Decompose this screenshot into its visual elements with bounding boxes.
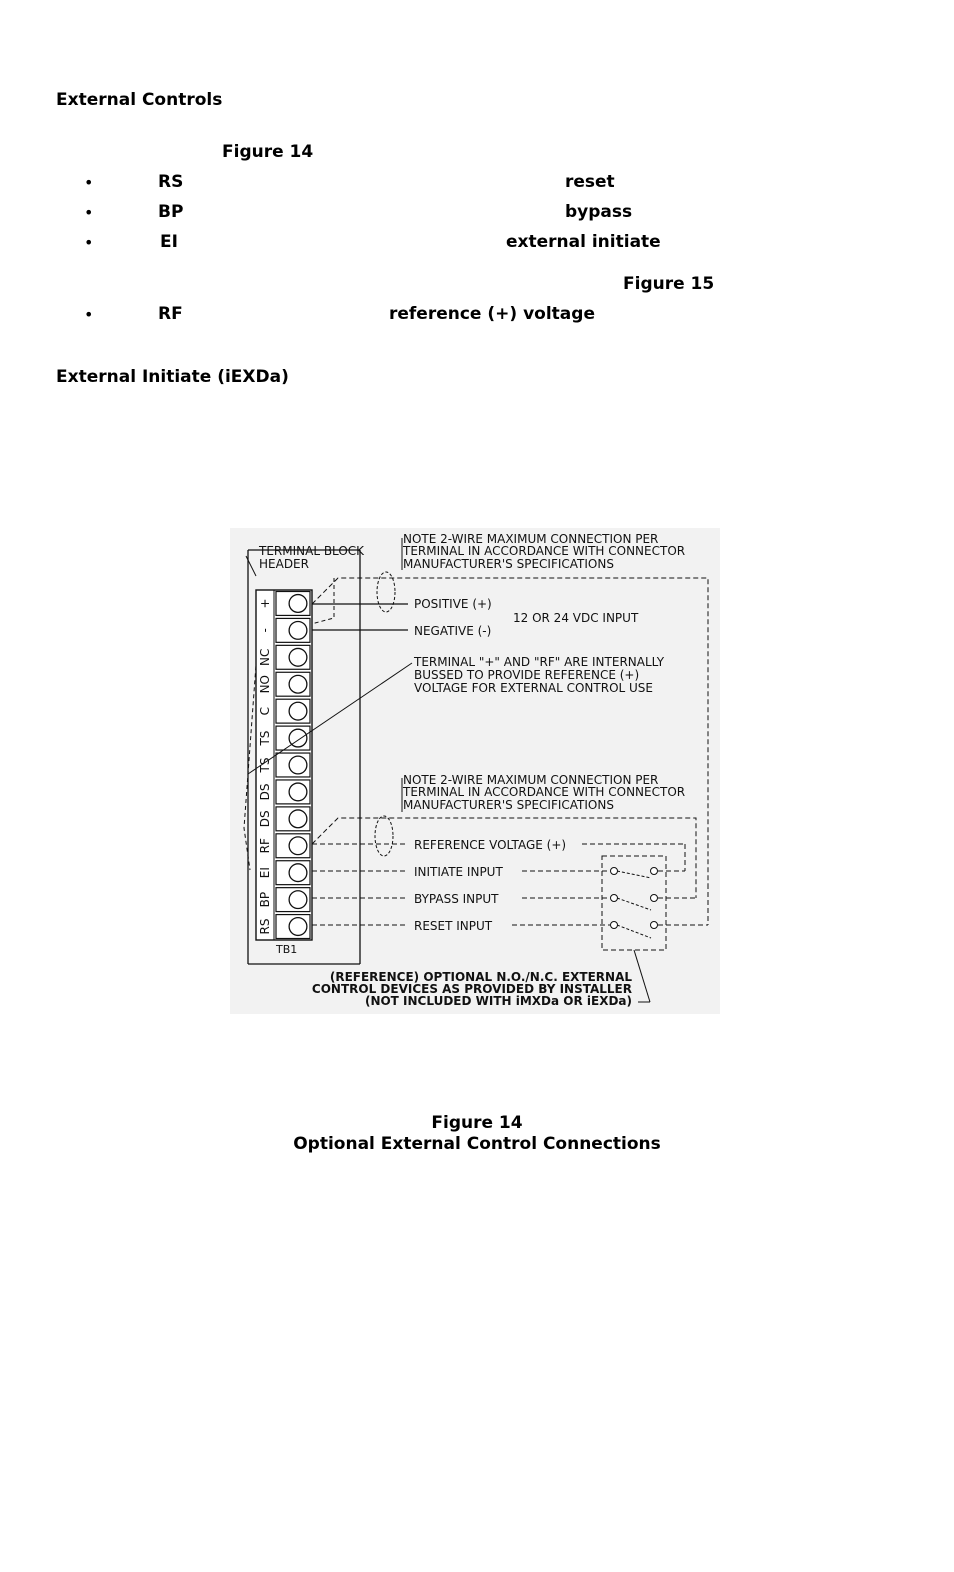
note2-line1: NOTE 2-WIRE MAXIMUM CONNECTION PER [403,773,659,787]
terminal-label: C [258,706,272,716]
reset-input-label: RESET INPUT [414,919,493,933]
bussed-note-line2: BUSSED TO PROVIDE REFERENCE (+) [414,668,640,682]
note1-line2: TERMINAL IN ACCORDANCE WITH CONNECTOR [403,544,686,558]
positive-label: POSITIVE (+) [414,597,492,611]
terminal-screw [289,783,307,801]
bullet-code-rf: RF [158,304,183,324]
terminal-screw [289,837,307,855]
bullet-code-rs: RS [158,172,184,192]
reference-voltage-label: REFERENCE VOLTAGE (+) [414,838,567,852]
section-title-external-controls: External Controls [56,90,223,110]
bullet-desc-bypass: bypass [565,202,633,222]
bussed-note-line3: VOLTAGE FOR EXTERNAL CONTROL USE [414,681,653,695]
terminal-screw [289,810,307,828]
terminal-screw [289,675,307,693]
terminal-label: TS [258,757,272,773]
bullet: • [84,203,94,222]
optional-note-line2: CONTROL DEVICES AS PROVIDED BY INSTALLER [311,982,632,996]
terminal-label: RF [258,838,272,854]
terminal-screw [289,918,307,936]
terminal-screw [289,756,307,774]
terminal-screw [289,595,307,613]
tb1-label: TB1 [276,943,298,956]
terminal-label: TS [258,730,272,746]
terminal-screw [289,891,307,909]
terminal-label: - [258,628,272,633]
bypass-input-label: BYPASS INPUT [414,892,499,906]
vdc-input-label: 12 OR 24 VDC INPUT [513,611,639,625]
negative-label: NEGATIVE (-) [414,624,492,638]
note2-line3: MANUFACTURER'S SPECIFICATIONS [403,798,614,812]
external-control-wiring-diagram [230,528,720,1014]
bullet: • [84,305,94,324]
caption-title: Optional External Control Connections [293,1134,661,1154]
optional-note-line1: (REFERENCE) OPTIONAL N.O./N.C. EXTERNAL [329,970,632,984]
section-title-external-initiate: External Initiate (iEXDa) [56,367,289,387]
terminal-label: DS [258,810,272,828]
header-label-line2: HEADER [259,557,309,571]
note1-line1: NOTE 2-WIRE MAXIMUM CONNECTION PER [403,532,659,546]
bussed-note-line1: TERMINAL "+" AND "RF" ARE INTERNALLY [414,655,665,669]
terminal-screw [289,648,307,666]
figure-15-ref: Figure 15 [623,274,715,294]
terminal-label: DS [258,783,272,801]
terminal-label: BP [258,891,272,908]
terminal-label: + [258,598,272,609]
bullet-desc-reset: reset [565,172,615,192]
bullet-desc-reference-voltage: reference (+) voltage [389,304,595,324]
terminal-screw [289,864,307,882]
figure-14-ref: Figure 14 [222,142,314,162]
terminal-label: NO [258,675,272,694]
terminal-screw [289,702,307,720]
bullet-code-bp: BP [158,202,184,222]
terminal-label: NC [258,648,272,666]
terminal-label: EI [258,867,272,879]
terminal-label: RS [258,918,272,935]
optional-note-line3: (NOT INCLUDED WITH iMXDa OR iEXDa) [364,994,632,1008]
terminal-screw [289,622,307,640]
note2-line2: TERMINAL IN ACCORDANCE WITH CONNECTOR [403,785,686,799]
bullet-desc-external-initiate: external initiate [506,232,661,252]
bullet: • [84,173,94,192]
note1-line3: MANUFACTURER'S SPECIFICATIONS [403,557,614,571]
initiate-input-label: INITIATE INPUT [414,865,503,879]
bullet-code-ei: EI [160,232,178,252]
bullet: • [84,233,94,252]
caption-figure-number: Figure 14 [431,1113,523,1133]
header-label-line1: TERMINAL BLOCK [259,544,365,558]
